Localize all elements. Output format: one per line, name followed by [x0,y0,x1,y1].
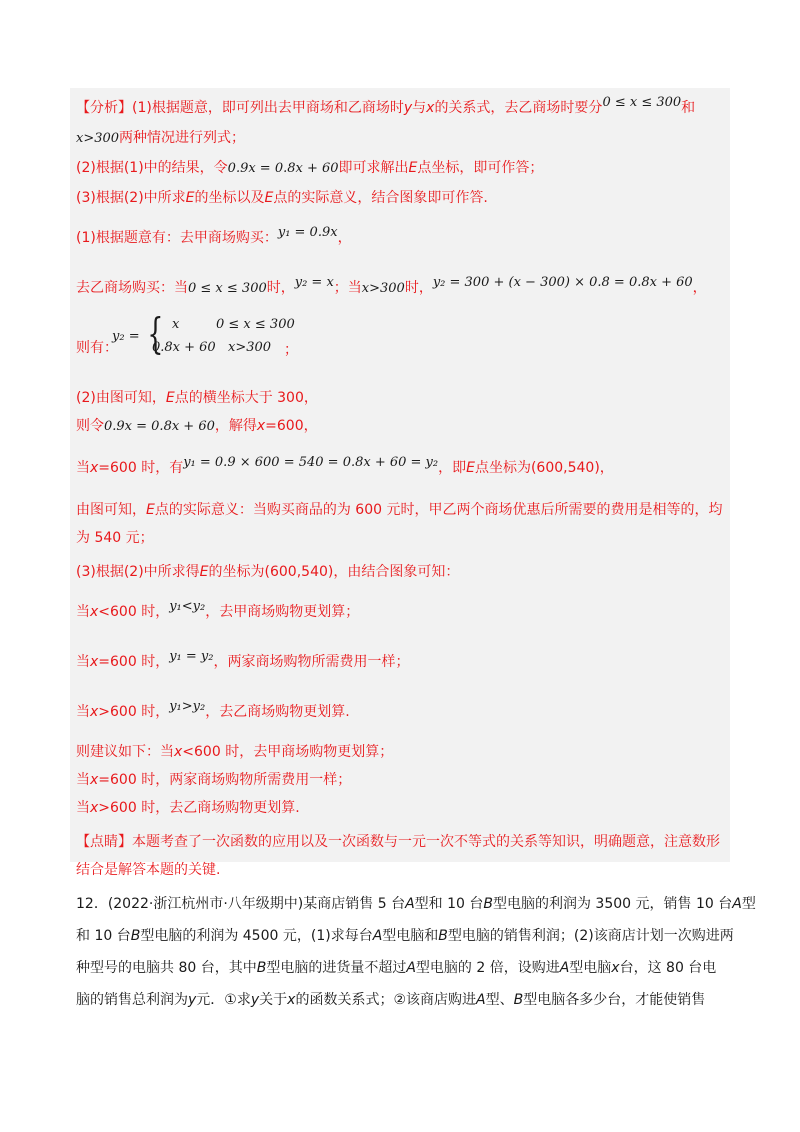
comment-line-2: 结合是解答本题的关键. [76,862,221,878]
analysis-tag: 【分析】 [76,100,132,116]
comment-tag: 【点睛】 [76,834,132,850]
solution-line-4: (2)由图可知，E点的横坐标大于 300， [76,390,318,406]
math-expression: y₁<y₂ [169,599,206,614]
solution-line-5: 则令0.9x = 0.8x + 60，解得x=600， [76,418,318,434]
math-expression: x>300 [361,281,405,296]
comment-line-1: 【点睛】本题考查了一次函数的应用以及一次函数与一元一次不等式的关系等知识，明确题意，注意数形 [76,834,720,850]
analysis-line-3: (2)根据(1)中的结果，令0.9x = 0.8x + 60即可求解出E点坐标，即可作答； [76,160,544,176]
question-line-3: 种型号的电脑共 80 台，其中B型电脑的进货量不超过A型电脑的 2 倍，设购进A型电脑x台，这 80 台电 [76,960,717,976]
math-expression: y₁ = 0.9 × 600 = 540 = 0.8x + 60 = y₂ [183,455,439,470]
solution-line-3: 则有： [76,340,118,356]
solution-line-11: 当x=600 时，y₁ = y₂，两家商场购物所需费用一样； [76,649,410,670]
solution-line-13: 则建议如下：当x<600 时，去甲商场购物更划算； [76,744,394,760]
solution-line-6: 当x=600 时，有y₁ = 0.9 × 600 = 540 = 0.8x + 60 = y₂，即E点坐标为(600,540)， [76,455,614,476]
solution-line-9: (3)根据(2)中所求得E的坐标为(600,540)，由结合图象可知： [76,564,460,580]
analysis-line-4: (3)根据(2)中所求E的坐标以及E点的实际意义，结合图象即可作答. [76,190,488,206]
question-line-4: 脑的销售总利润为y元．①求y关于x的函数关系式；②该商店购进A型、B型电脑各多少台，才能使销售 [76,992,706,1008]
solution-line-1: (1)根据题意有：去甲商场购买：y₁ = 0.9x， [76,225,352,246]
question-line-2: 和 10 台B型电脑的利润为 4500 元，(1)求每台A型电脑和B型电脑的销售利润；(2)该商店计划一次购进两 [76,928,734,944]
solution-line-2: 去乙商场购买：当0 ≤ x ≤ 300时，y₂ = x；当x>300时，y₂ = 300 + (x − 300) × 0.8 = 0.8x + 60， [76,275,707,296]
brace-symbol: { [147,309,164,358]
math-expression: 0 ≤ x ≤ 300 [602,95,682,110]
piecewise-function: y₂ = { x 0 ≤ x ≤ 300 0.8x + 60 x>300 [112,309,295,358]
math-expression: 0.9x = 0.8x + 60 [227,161,339,176]
solution-line-14: 当x=600 时，两家商场购物所需费用一样； [76,772,352,788]
solution-line-7: 由图可知，E点的实际意义：当购买商品的为 600 元时，甲乙两个商场优惠后所需要的费用是相等的，均 [76,502,723,518]
math-expression: y₁ = 0.9x [277,225,338,240]
solution-line-10: 当x<600 时，y₁<y₂，去甲商场购物更划算； [76,599,360,620]
analysis-line-2: x>300两种情况进行列式； [76,130,246,146]
math-expression: y₁>y₂ [169,699,206,714]
math-expression: x>300 [76,131,120,146]
math-expression: y₂ = x [294,275,334,290]
question-line-1: 12．(2022·浙江杭州市·八年级期中)某商店销售 5 台A型和 10 台B型电脑的利润为 3500 元，销售 10 台A型 [76,896,756,912]
solution-line-15: 当x>600 时，去乙商场购物更划算. [76,800,300,816]
math-expression: y₂ = 300 + (x − 300) × 0.8 = 0.8x + 60 [432,275,693,290]
math-expression: 0.9x = 0.8x + 60 [104,419,215,434]
solution-line-8: 为 540 元； [76,530,154,546]
solution-line-12: 当x>600 时，y₁>y₂，去乙商场购物更划算. [76,699,350,720]
piecewise-end: ； [284,342,298,358]
analysis-line-1: 【分析】(1)根据题意，即可列出去甲商场和乙商场时y与x的关系式，去乙商场时要分0 ≤ x ≤ 300和 [76,95,696,116]
math-expression: y₁ = y₂ [169,649,214,664]
math-expression: 0 ≤ x ≤ 300 [188,281,267,296]
